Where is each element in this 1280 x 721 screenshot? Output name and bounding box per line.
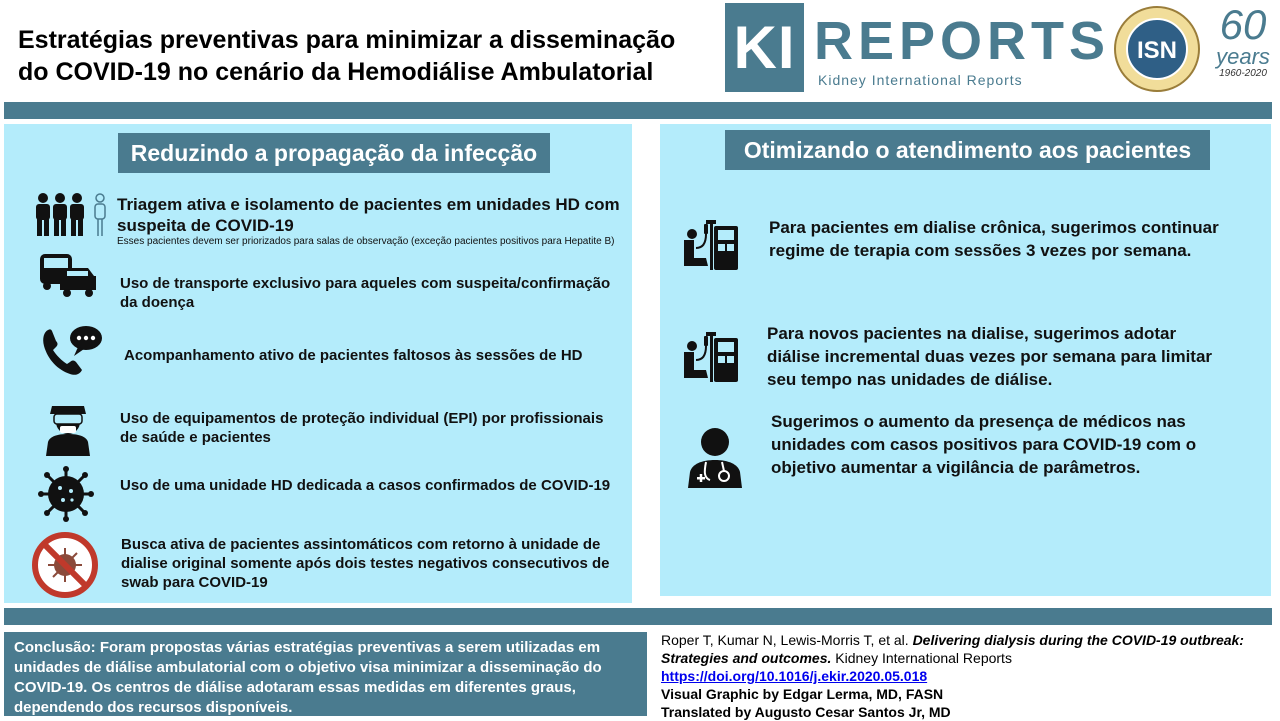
left-item-6: Busca ativa de pacientes assintomáticos com retorno à unidade de dialise original somente após dois testes negativos consecutivos de swab para COVID-19: [121, 536, 610, 591]
right-item-1: Para pacientes em dialise crônica, sugerimos continuar regime de terapia com sessões 3 vezes por semana.: [769, 218, 1219, 260]
left-item-1: [117, 194, 622, 248]
title-line-1: Estratégias preventivas para minimizar a disseminação: [18, 26, 676, 54]
right-heading: Otimizando o atendimento aos pacientes: [725, 130, 1210, 170]
isn-logo-text: ISN: [1136, 37, 1178, 64]
anniversary-number: 60: [1219, 1, 1267, 48]
people-icon: [32, 192, 114, 243]
conclusion-box: Conclusão: Foram propostas várias estratégias preventivas a serem utilizadas em unidades de diálise ambulatorial com o objetivo visa minimizar a disseminação do COVID-19. Os centros de diálise adotaram essas medidas em diferentes graus, dependendo dos recursos disponíveis.: [4, 632, 647, 716]
ki-logo: KI: [725, 3, 804, 92]
translator-line: Translated by Augusto Cesar Santos Jr, MD: [661, 704, 951, 720]
left-item-4: Uso de equipamentos de proteção individual (EPI) por profissionais de saúde e pacientes: [120, 410, 604, 446]
anniversary-word: years: [1216, 44, 1270, 69]
isn-logo: [1112, 4, 1202, 94]
credit-line: Visual Graphic by Edgar Lerma, MD, FASN: [661, 686, 944, 702]
right-item-2: Para novos pacientes na dialise, sugerimos adotar diálise incremental duas vezes por semana para limitar seu tempo nas unidades de diálise.: [767, 324, 1213, 389]
ppe-icon: [42, 400, 94, 461]
top-divider: [4, 102, 1272, 119]
left-item-2: Uso de transporte exclusivo para aqueles com suspeita/confirmação da doença: [120, 275, 611, 311]
anniversary-range: 1960-2020: [1219, 68, 1267, 79]
kir-subtitle: Kidney International Reports: [818, 72, 1023, 88]
ref-authors: Roper T, Kumar N, Lewis-Morris T, et al.: [661, 632, 913, 648]
ref-journal: Kidney International Reports: [831, 650, 1012, 666]
left-item-5: Uso de uma unidade HD dedicada a casos confirmados de COVID-19: [120, 477, 611, 494]
left-item-3: Acompanhamento ativo de pacientes faltosos às sessões de HD: [124, 347, 583, 364]
ref-title: Delivering dialysis during the COVID-19 outbreak: Strategies and outcomes.: [661, 632, 1244, 666]
phone-chat-icon: [40, 322, 104, 383]
doi-link[interactable]: https://doi.org/10.1016/j.ekir.2020.05.018: [661, 668, 928, 684]
left-item-1-note: Esses pacientes devem ser priorizados para salas de observação (exceção pacientes positivos para Hepatite B): [117, 236, 615, 247]
vehicles-icon: [38, 252, 98, 303]
page-title: [18, 24, 718, 88]
doctor-icon: [686, 426, 744, 493]
dialysis-icon: [680, 218, 746, 279]
left-heading: Reduzindo a propagação da infecção: [118, 133, 550, 173]
no-virus-icon: [32, 532, 98, 603]
reports-logo: REPORTS: [814, 11, 1111, 71]
reference-block: [661, 631, 1276, 721]
anniversary-badge: [1208, 1, 1278, 79]
right-item-3: Sugerimos o aumento da presença de médicos nas unidades com casos positivos para COVID-19 com o objetivo aumentar a vigilância de parâmetros.: [771, 412, 1197, 477]
title-line-2: do COVID-19 no cenário da Hemodiálise Ambulatorial: [18, 58, 654, 86]
virus-icon: [38, 466, 94, 527]
left-item-1-text: Triagem ativa e isolamento de pacientes em unidades HD com suspeita de COVID-19: [117, 195, 620, 235]
dialysis-icon: [680, 330, 746, 391]
bottom-divider: [4, 608, 1272, 625]
